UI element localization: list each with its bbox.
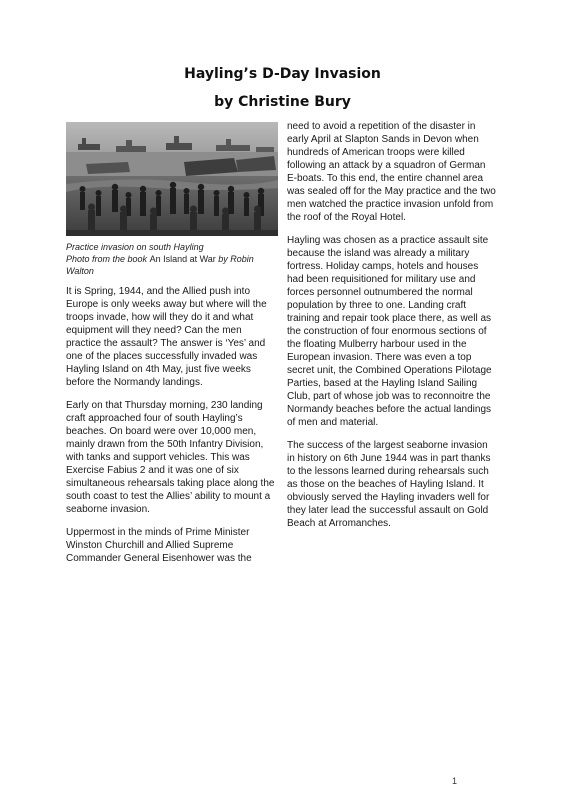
caption-book-title: An Island at War — [149, 254, 216, 264]
soldiers-landing-photo — [66, 122, 278, 236]
right-paragraph-1: need to avoid a repetition of the disaster in early April at Slapton Sands in Devon when hundreds of American troops were killed following an attack by a squadron of German E-boats. To this end, the entire channel area was sealed off for the May practice and the two men watched the practice invasion unfold from the roof of the Royal Hotel. — [287, 121, 496, 223]
caption-line-1: Practice invasion on south Hayling — [66, 242, 204, 252]
left-paragraph-1: It is Spring, 1944, and the Allied push into Europe is only weeks away but where will the troops invade, how will they do it and what equipment will they need? Can the men practice the assault? The answer is ‘Yes’ and one of the places successfully invaded was Hayling Island on 4th May, just five weeks before the Normandy landings. — [66, 286, 267, 388]
left-paragraph-2: Early on that Thursday morning, 230 landing craft approached four of south Hayling’s beaches. On board were over 10,000 men, mainly drawn from the 50th Infantry Division, with tanks and support vehicles. This was Exercise Fabius 2 and it was one of six simultaneous rehearsals taking place along the south coast to test the Allies’ ability to mount a seaborne invasion. — [66, 400, 275, 515]
photo-caption — [66, 241, 278, 277]
article-byline: by Christine Bury — [214, 94, 351, 110]
left-column — [66, 120, 278, 575]
right-paragraph-3: The success of the largest seaborne invasion in history on 6th June 1944 was in part thanks to the lessons learned during rehearsals such as those on the beaches of Hayling Island. It obviously served the Hayling invaders well for they later lead the successful assault on Gold Beach at Arromanches. — [287, 440, 491, 529]
caption-prefix: Photo from the book — [66, 254, 150, 264]
right-paragraph-2: Hayling was chosen as a practice assault site because the island was already a military fortress. Holiday camps, hotels and houses had been requisitioned for military use and forces personnel outnumbered the normal population by three to one. Landing craft training and repair took place there, as well as the construction of four enormous sections of the floating Mulberry harbour used in the European invasion. There was even a top secret unit, the Combined Operations Pilotage Parties, based at the Hayling Island Sailing Club, part of whose job was to reconnoitre the Normandy beaches before the actual landings of men and material. — [287, 235, 492, 428]
left-paragraph-3: Uppermost in the minds of Prime Minister Winston Churchill and Allied Supreme Commander General Eisenhower was the — [66, 527, 252, 564]
page-number: 1 — [452, 776, 458, 786]
article-title: Hayling’s D-Day Invasion — [184, 66, 381, 82]
caption-suffix: by Robin Walton — [66, 254, 254, 276]
right-column — [287, 120, 497, 540]
photo-illustration — [66, 122, 278, 236]
